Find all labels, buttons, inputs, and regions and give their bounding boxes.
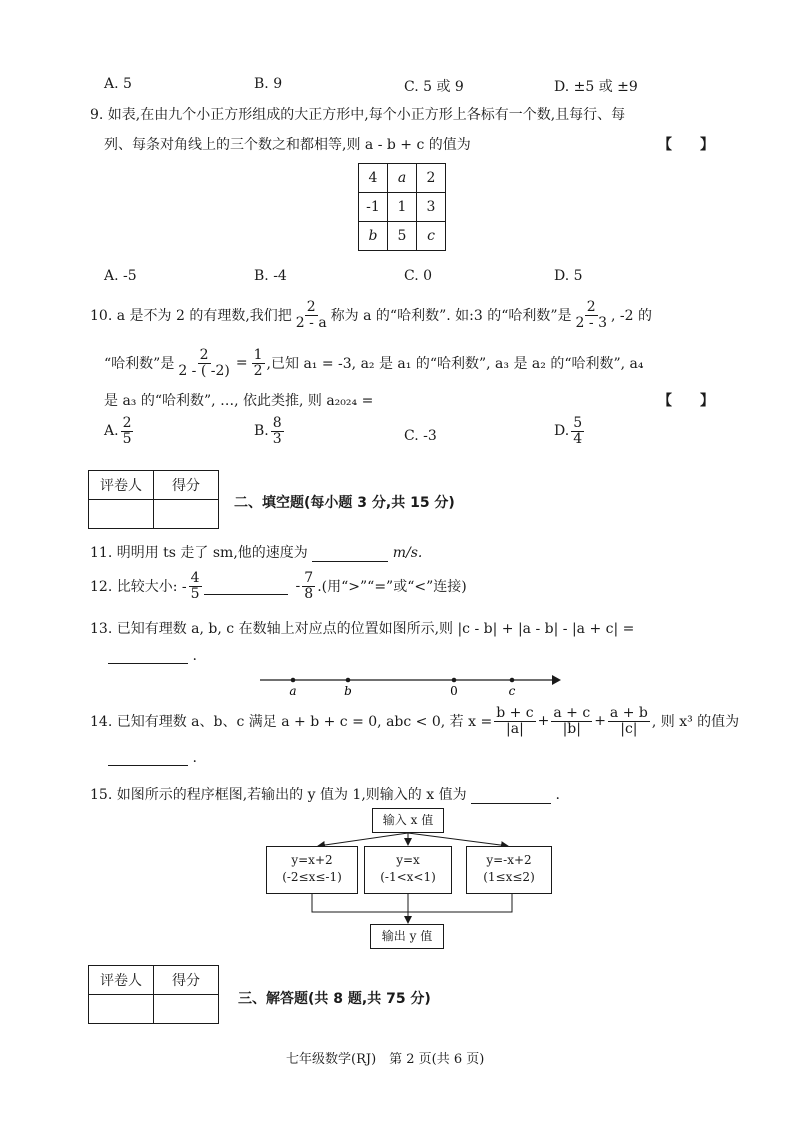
q9-text-line1: 9. 如表,在由九个小正方形组成的大正方形中,每个小正方形上各标有一个数,且每行、每	[90, 107, 626, 123]
axis-label-b: b	[344, 684, 352, 698]
flow-branch-condition: (-1<x<1)	[380, 869, 436, 884]
q8-option-c: C. 5 或 9	[404, 79, 464, 95]
q10-text: 称为 a 的“哈利数”. 如:3 的“哈利数”是	[330, 308, 572, 325]
flow-branch-left	[266, 846, 358, 894]
fraction-numerator: 2	[122, 415, 132, 431]
fraction-denominator: 4	[573, 430, 583, 447]
q8-option-b: B. 9	[254, 76, 283, 92]
q14-text: , 则 x³ 的值为	[651, 714, 740, 731]
score-box-grader-cell[interactable]	[89, 995, 154, 1024]
grid-cell: b	[359, 222, 388, 251]
fraction-denominator: 2 - 3	[575, 314, 607, 331]
q14-text: +	[537, 713, 550, 730]
fraction-denominator: |a|	[506, 720, 524, 737]
grid-cell: 2	[417, 164, 446, 193]
q9-option-c: C. 0	[404, 268, 433, 284]
flow-branch-condition: (-2≤x≤-1)	[282, 869, 342, 884]
flow-output-box: 输出 y 值	[370, 924, 444, 949]
q11-unit: m/s.	[392, 545, 423, 561]
q14-text: +	[594, 713, 606, 730]
flow-branch-formula: y=-x+2	[486, 853, 532, 867]
fraction-numerator: 4	[190, 570, 200, 586]
flow-branch-condition: (1≤x≤2)	[483, 869, 535, 884]
flow-branch-right	[466, 846, 552, 894]
fraction-denominator: 2 - ( -2)	[178, 362, 230, 379]
fraction-numerator: a + c	[553, 705, 591, 721]
flow-branch-formula: y=x	[396, 853, 420, 867]
fraction-numerator: 5	[573, 415, 583, 431]
fraction-denominator: 5	[122, 430, 132, 447]
flow-input-box: 输入 x 值	[372, 808, 444, 833]
score-box-score-cell[interactable]	[154, 995, 219, 1024]
option-label: A.	[104, 423, 119, 440]
q9-answer-bracket: 【 】	[658, 137, 714, 153]
q10-text: ,已知 a₁ = -3, a₂ 是 a₁ 的“哈利数”, a₃ 是 a₂ 的“哈利数”, a₄	[266, 356, 644, 373]
q9-option-a: A. -5	[104, 268, 137, 284]
flow-merge-line	[312, 894, 512, 912]
grid-cell: 5	[388, 222, 417, 251]
q10-text: =	[235, 355, 248, 372]
q9-option-b: B. -4	[254, 268, 287, 284]
grid-cell: 1	[388, 193, 417, 222]
q8-option-d: D. ±5 或 ±9	[554, 79, 638, 95]
fraction-denominator: 3	[272, 430, 282, 447]
axis-label-c: c	[508, 684, 516, 698]
q12-text: -	[295, 578, 301, 595]
score-box-score-label: 得分	[154, 966, 219, 995]
q8-option-a: A. 5	[104, 76, 132, 92]
grid-cell: a	[388, 164, 417, 193]
q13-end: .	[192, 648, 197, 664]
score-box-grader-label: 评卷人	[89, 966, 154, 995]
flow-branch-formula: y=x+2	[291, 853, 333, 867]
fraction-numerator: 2	[306, 299, 316, 315]
fraction-numerator: 1	[253, 347, 263, 363]
option-label: D.	[554, 423, 570, 440]
grid-cell: -1	[359, 193, 388, 222]
fraction-numerator: 2	[586, 299, 596, 315]
q10-option-c: C. -3	[404, 428, 437, 444]
q10-line3: 是 a₃ 的“哈利数”, …, 依此类推, 则 a₂₀₂₄ =	[104, 393, 374, 409]
fraction-numerator: b + c	[496, 705, 534, 721]
fraction-numerator: a + b	[609, 705, 648, 721]
q15-text: 15. 如图所示的程序框图,若输出的 y 值为 1,则输入的 x 值为	[90, 787, 467, 803]
grid-cell: c	[417, 222, 446, 251]
axis-label-a: a	[289, 684, 297, 698]
q9-option-d: D. 5	[554, 268, 583, 284]
flow-arrow-left	[318, 833, 408, 846]
fraction-numerator: 8	[272, 415, 282, 431]
q13-text: 13. 已知有理数 a, b, c 在数轴上对应点的位置如图所示,则 |c - b| + |a - b| - |a + c| =	[90, 621, 635, 637]
axis-label-zero: 0	[450, 684, 458, 698]
score-box-score-label: 得分	[154, 471, 219, 500]
fraction-numerator: 2	[199, 347, 209, 363]
score-box-grader-label: 评卷人	[89, 471, 154, 500]
fraction-denominator: 2 - a	[295, 314, 327, 331]
q10-answer-bracket: 【 】	[658, 393, 714, 409]
q12-text: .(用“>”“=”或“<”连接)	[317, 579, 467, 596]
q11-text: 11. 明明用 ts 走了 sm,他的速度为	[90, 545, 308, 561]
fraction-denominator: |b|	[562, 720, 581, 737]
fraction-numerator: 7	[304, 570, 314, 586]
fraction-denominator: |c|	[620, 720, 638, 737]
fraction-denominator: 5	[190, 585, 200, 602]
q12-text: 12. 比较大小: -	[90, 579, 187, 596]
option-label: B.	[254, 423, 269, 440]
flow-arrow-right	[408, 833, 508, 846]
q9-text-line2: 列、每条对角线上的三个数之和都相等,则 a - b + c 的值为	[104, 137, 471, 153]
q14-text: 14. 已知有理数 a、b、c 满足 a + b + c = 0, abc < 0, 若 x =	[90, 714, 493, 731]
q10-text: “哈利数”是	[104, 356, 175, 373]
q10-text: 10. a 是不为 2 的有理数,我们把	[90, 308, 292, 325]
section-heading-fill-in: 二、填空题(每小题 3 分,共 15 分)	[234, 495, 455, 511]
grid-cell: 4	[359, 164, 388, 193]
page-footer: 七年级数学(RJ) 第 2 页(共 6 页)	[286, 1052, 485, 1067]
grid-cell: 3	[417, 193, 446, 222]
q14-end: .	[192, 750, 197, 766]
fraction-denominator: 8	[304, 585, 314, 602]
fraction-denominator: 2	[253, 362, 263, 379]
flow-branch-center	[364, 846, 452, 894]
score-box	[88, 965, 219, 1024]
q15-end: .	[555, 787, 560, 803]
q10-text: , -2 的	[610, 308, 652, 325]
section-heading-solutions: 三、解答题(共 8 题,共 75 分)	[238, 991, 431, 1007]
